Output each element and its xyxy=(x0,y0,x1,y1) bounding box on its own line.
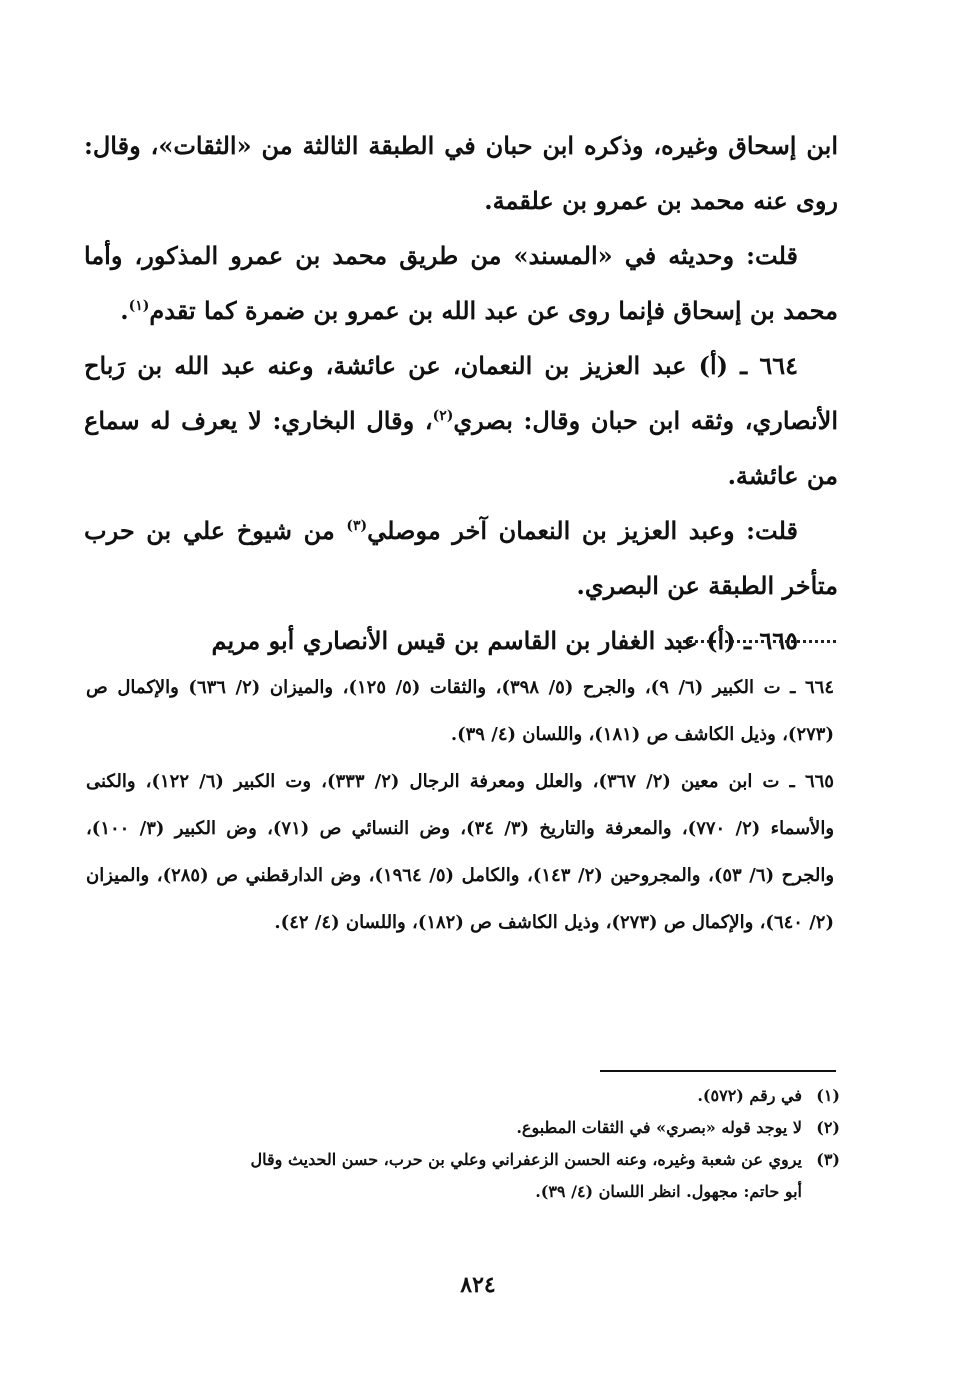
source-note-665: ٦٦٥ ـ ت ابن معين (٢/ ٣٦٧)، والعلل ومعرفة الرجال (٢/ ٣٣٣)، وت الكبير (٦/ ١٢٢)، والكنى والأسماء (٢/ ٧٧٠)، والمعرفة والتاريخ (٣/ ٣٤)، وض النسائي ص (٧١)، وض الكبير (٣/ ١٠٠)، والجرح (٦/ ٥٣)، والمجروحين (٢/ ١٤٣)، والكامل (٥/ ١٩٦٤)، وض الدارقطني ص (٢٨٥)، والميزان (٢/ ٦٤٠)، والإكمال ص (٢٧٣)، وذيل الكاشف ص (١٨٢)، واللسان (٤/ ٤٢). xyxy=(86,771,835,933)
footnotes xyxy=(86,1080,840,1208)
paragraph-4 xyxy=(84,503,838,613)
footnote-rule xyxy=(600,1070,836,1072)
entry-665: ٦٦٥ ـ (أ) عبد الغفار بن القاسم بن قيس الأنصاري أبو مريم xyxy=(211,626,798,655)
dotted-separator xyxy=(676,640,836,643)
footnote-text: لا يوجد قوله «بصري» في الثقات المطبوع. xyxy=(516,1118,802,1137)
footnote-number: (١) xyxy=(816,1086,840,1105)
footnote-2 xyxy=(86,1112,840,1144)
paragraph-2 xyxy=(84,228,838,338)
footnote-ref-3: (٣) xyxy=(346,518,368,534)
footnote-3-continuation: أبو حاتم: مجهول. انظر اللسان (٤/ ٣٩). xyxy=(535,1182,802,1201)
footnote-number: (٢) xyxy=(816,1118,840,1137)
paragraph-4-text: قلت: وعبد العزيز بن النعمان آخر موصلي xyxy=(367,516,798,545)
main-text xyxy=(84,118,838,668)
footnote-number: (٣) xyxy=(816,1150,840,1169)
paragraph-2-end: . xyxy=(120,296,129,325)
footnote-ref-1: (١) xyxy=(128,298,150,314)
footnote-1 xyxy=(86,1080,840,1112)
paragraph-1: ابن إسحاق وغيره، وذكره ابن حبان في الطبقة الثالثة من «الثقات»، وقال: روى عنه محمد بن عمرو بن علقمة. xyxy=(84,131,838,215)
paragraph-2-text: قلت: وحديثه في «المسند» من طريق محمد بن عمرو المذكور، وأما محمد بن إسحاق فإنما روى عن عبد الله بن عمرو بن ضمرة كما تقدم xyxy=(84,241,838,325)
paragraph-4-text-end: من شيوخ علي بن حرب متأخر الطبقة عن البصري. xyxy=(84,516,838,600)
footnote-ref-2: (٢) xyxy=(432,408,454,424)
entry-664-text: ٦٦٤ ـ (أ) عبد العزيز بن النعمان، عن عائشة، وعنه عبد الله بن رَباح الأنصاري، وثقه ابن حبان وقال: بصري xyxy=(84,351,838,435)
footnote-text: في رقم (٥٧٢). xyxy=(697,1086,802,1105)
footnote-3 xyxy=(86,1144,840,1176)
page-number: ٨٢٤ xyxy=(460,1272,496,1298)
source-note-664: ٦٦٤ ـ ت الكبير (٦/ ٩)، والجرح (٥/ ٣٩٨)، والثقات (٥/ ١٢٥)، والميزان (٢/ ٦٣٦) والإكمال ص (٢٧٣)، وذيل الكاشف ص (١٨١)، واللسان (٤/ ٣٩). xyxy=(86,677,834,745)
source-notes xyxy=(86,664,834,946)
entry-664 xyxy=(84,338,838,503)
entry-664-text-end: ، وقال البخاري: لا يعرف له سماع من عائشة. xyxy=(84,406,838,490)
footnote-text: يروي عن شعبة وغيره، وعنه الحسن الزعفراني وعلي بن حرب، حسن الحديث وقال xyxy=(250,1150,802,1169)
